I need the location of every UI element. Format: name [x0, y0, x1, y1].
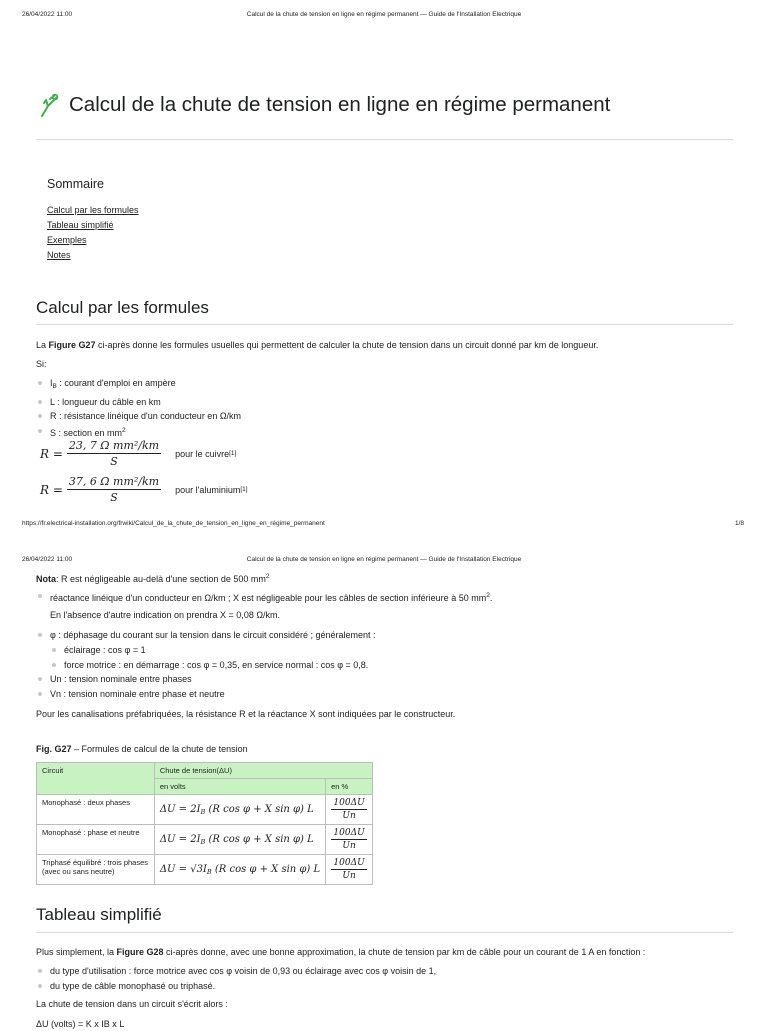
variable-list: [36, 376, 636, 440]
title-divider: [36, 139, 733, 140]
page-url: https://fr.electrical-installation.org/frwiki/Calcul_de_la_chute_de_tension_en_ligne_en_régime_permanent: [22, 520, 325, 527]
list-item: φ : déphasage du courant sur la tension dans le circuit considéré ; généralement :: [36, 628, 736, 643]
section2-last: La chute de tension dans un circuit s'écrit alors :: [36, 999, 228, 1009]
prefab-note: Pour les canalisations préfabriquées, la résistance R et la réactance X sont indiquées par le constructeur.: [36, 709, 456, 719]
list-item: L : longueur du câble en km: [36, 395, 636, 410]
toc-link-tableau[interactable]: Tableau simplifié: [47, 220, 114, 230]
list-item: du type de câble monophasé ou triphasé.: [36, 979, 736, 994]
list-item: R : résistance linéique d'un conducteur en Ω/km: [36, 409, 636, 424]
page-number: 1/8: [735, 520, 745, 527]
figure-ref-g28[interactable]: Figure G28: [116, 947, 164, 957]
formula-aluminium: R = $\frac{\text{37, 6 Ω mm²/km}}{S}$ pour l'aluminium [1]: [40, 475, 248, 504]
formula-copper: R = $\frac{\text{23, 7 Ω mm²/km}}{S}$ pour le cuivre [1]: [40, 439, 237, 468]
section2-cut-formula: ΔU (volts) = K x IB x L: [36, 1019, 125, 1029]
print-date: 26/04/2022 11:00: [22, 556, 73, 563]
toc-link-notes[interactable]: Notes: [47, 250, 71, 260]
table-header-pct: en %: [326, 779, 373, 795]
footnote-ref[interactable]: [1]: [240, 486, 248, 493]
print-title: Calcul de la chute de tension en ligne en régime permanent — Guide de l'Installation Electrique: [246, 11, 522, 18]
section-divider: [36, 932, 733, 933]
x-list: [36, 589, 736, 606]
si-label: Si:: [36, 359, 47, 369]
list-item: $I_B$ : courant d'emploi en ampère: [36, 376, 636, 395]
list-item: force motrice : en démarrage : cos φ = 0,35, en service normal : cos φ = 0,8.: [50, 658, 650, 673]
table-header-volts: en volts: [154, 779, 325, 795]
voltage-list: [36, 672, 636, 701]
print-date: 26/04/2022 11:00: [22, 11, 73, 18]
list-item: S : section en $mm^2$: [36, 424, 636, 441]
section-heading-formules: Calcul par les formules: [36, 298, 209, 317]
list-item: réactance linéique d'un conducteur en Ω/km ; X est négligeable pour les câbles de section inférieure à 50 $mm^2$.: [36, 589, 736, 606]
section2-intro: Plus simplement, la Figure G28 ci-après donne, avec une bonne approximation, la chute de tension par km de câble pour un courant de 1 A en fonction :: [36, 947, 646, 957]
section-heading-tableau: Tableau simplifié: [36, 905, 162, 924]
phi-list: [36, 628, 736, 643]
toc-link-exemples[interactable]: Exemples: [47, 235, 87, 245]
list-item: Un : tension nominale entre phases: [36, 672, 636, 687]
figure-caption: Fig. G27 – Formules de calcul de la chute de tension: [36, 744, 248, 754]
table-row: Triphasé équilibré : trois phases (avec ou sans neutre) $\Delta U = √3I_B$ (R cos φ + X sin φ) L $\frac{100\Delta U}{Un}$: [37, 855, 373, 885]
table-row: Monophasé : deux phases $\Delta U = 2I_B$ (R cos φ + X sin φ) L $\frac{100\Delta U}{Un}$: [37, 795, 373, 825]
section2-list: [36, 964, 736, 993]
list-item: éclairage : cos φ = 1: [50, 643, 650, 658]
print-title: Calcul de la chute de tension en ligne en régime permanent — Guide de l'Installation Electrique: [246, 556, 522, 563]
phi-sublist: [50, 643, 650, 672]
table-header-chute: Chute de tension(ΔU): [154, 763, 372, 779]
nota: Nota: R est négligeable au-delà d'une section de 500 $mm^2$: [36, 573, 270, 584]
formula-table: [36, 762, 373, 885]
list-item: du type d'utilisation : force motrice avec cos φ voisin de 0,93 ou éclairage avec cos φ voisin de 1,: [36, 964, 736, 979]
section-divider: [36, 324, 733, 325]
toc-link-formules[interactable]: Calcul par les formules: [47, 205, 139, 215]
section1-intro: La Figure G27 ci-après donne les formules usuelles qui permettent de calculer la chute de tension dans un circuit donné par km de longueur.: [36, 340, 599, 350]
wrench-icon: [38, 92, 60, 123]
toc-heading: Sommaire: [47, 177, 104, 191]
table-header-circuit: Circuit: [37, 763, 155, 795]
footnote-ref[interactable]: [1]: [229, 450, 237, 457]
figure-ref-g27[interactable]: Figure G27: [48, 340, 96, 350]
list-item: Vn : tension nominale entre phase et neutre: [36, 687, 636, 702]
page-title: Calcul de la chute de tension en ligne en régime permanent: [69, 93, 611, 116]
table-row: Monophasé : phase et neutre $\Delta U = 2I_B$ (R cos φ + X sin φ) L $\frac{100\Delta U}{Un}$: [37, 825, 373, 855]
x-default: En l'absence d'autre indication on prendra X = 0,08 Ω/km.: [50, 610, 281, 620]
toc-list: [47, 203, 139, 263]
